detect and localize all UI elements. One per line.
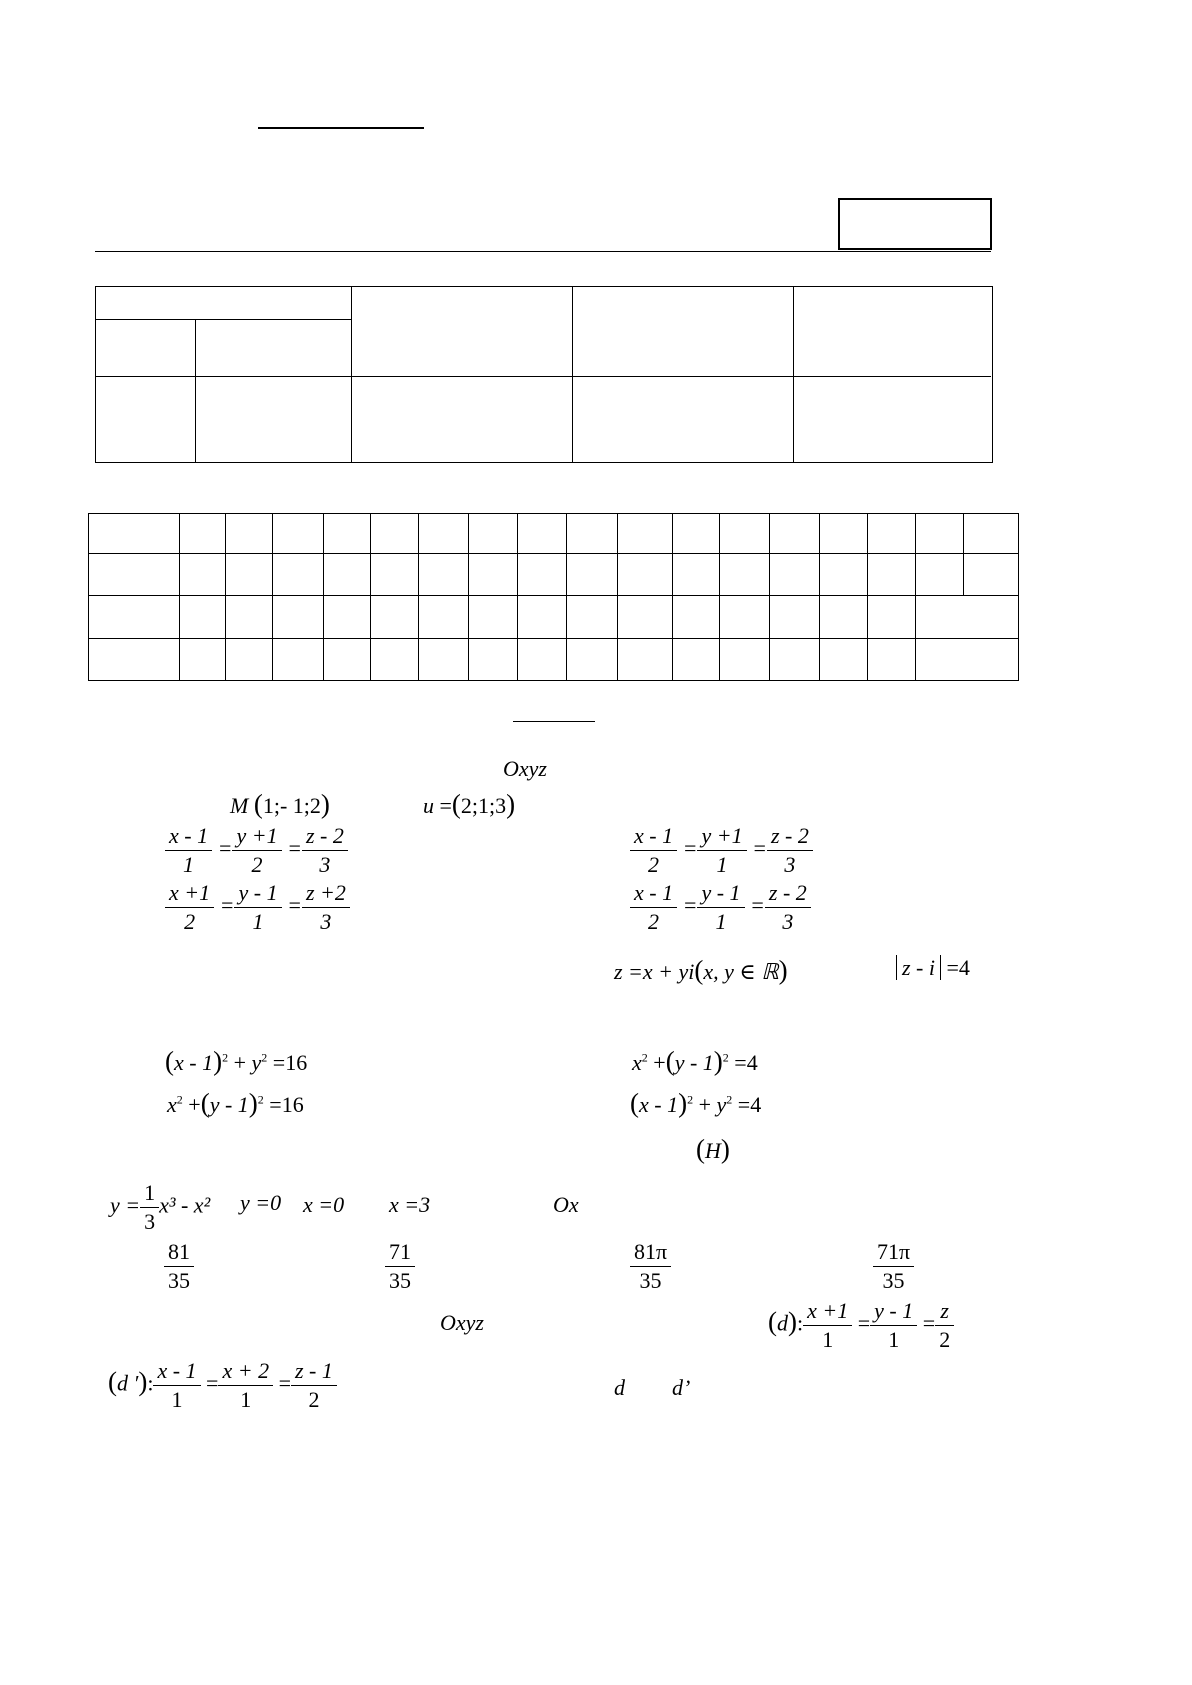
coord-system-label: Oxyz bbox=[503, 756, 547, 781]
complex-option-d: $(x - 1)^2 + y^2 =4$ bbox=[630, 1088, 762, 1118]
name-d-prime: d’ bbox=[672, 1375, 691, 1400]
complex-option-a: $(x - 1)^2 + y^2 =16$ bbox=[165, 1046, 308, 1076]
bound-x3: x =3 bbox=[389, 1192, 431, 1217]
name-d: d bbox=[614, 1375, 625, 1400]
header-underline bbox=[258, 127, 424, 129]
line-option-b: $\frac{x - 1}{2}$ = $\frac{y +1}{1}$ = $\frac{z - 2}{3}$ bbox=[630, 825, 813, 876]
volume-option-c: $\frac{81\pi}{35}$ bbox=[630, 1241, 671, 1292]
section-underline bbox=[513, 721, 595, 722]
complex-modulus: z - i =4 bbox=[896, 957, 970, 979]
header-separator bbox=[95, 251, 991, 252]
line-d-prime: (d ′): $\frac{x - 1}{1}$ = $\frac{x + 2}{1}$ = $\frac{z - 1}{2}$ bbox=[108, 1360, 337, 1411]
axis-Ox: Ox bbox=[553, 1192, 579, 1217]
complex-z-form: z =x + yi(x, y ∈ ℝ) bbox=[614, 955, 788, 985]
coord-system-label-2: Oxyz bbox=[440, 1310, 484, 1335]
volume-option-b: $\frac{71}{35}$ bbox=[385, 1241, 415, 1292]
grid-cell bbox=[89, 596, 180, 639]
answer-grid bbox=[88, 513, 1019, 681]
volume-option-a: $\frac{81}{35}$ bbox=[164, 1241, 194, 1292]
line-option-a: $\frac{x - 1}{1}$ = $\frac{y +1}{2}$ = $\frac{z - 2}{3}$ bbox=[165, 825, 348, 876]
grid-cell bbox=[89, 554, 180, 596]
bound-x0: x =0 bbox=[303, 1192, 345, 1217]
point-M: M (1;- 1;2) bbox=[230, 789, 330, 819]
complex-option-c: $x^2 +(y - 1)^2 =16$ bbox=[167, 1088, 304, 1118]
line-option-c: $\frac{x +1}{2}$ = $\frac{y - 1}{1}$ = $\frac{z +2}{3}$ bbox=[165, 882, 350, 933]
complex-option-b: $x^2 +(y - 1)^2 =4$ bbox=[632, 1046, 758, 1076]
region-H: (H) bbox=[696, 1134, 730, 1164]
grid-cell bbox=[89, 639, 180, 681]
code-box bbox=[838, 198, 992, 250]
grid-cell bbox=[89, 514, 180, 554]
volume-option-d: $\frac{71\pi}{35}$ bbox=[873, 1241, 914, 1292]
curve-equation: y = $\frac{1}{3}$ x³ - x² bbox=[110, 1180, 211, 1234]
line-option-d: $\frac{x - 1}{2}$ = $\frac{y - 1}{1}$ = $\frac{z - 2}{3}$ bbox=[630, 882, 811, 933]
line-d: (d): $\frac{x +1}{1}$ = $\frac{y - 1}{1}$ = $\frac{z}{2}$ bbox=[768, 1300, 954, 1351]
vector-u: u =(2;1;3) bbox=[423, 789, 516, 819]
bound-y0: y =0 bbox=[240, 1190, 282, 1215]
